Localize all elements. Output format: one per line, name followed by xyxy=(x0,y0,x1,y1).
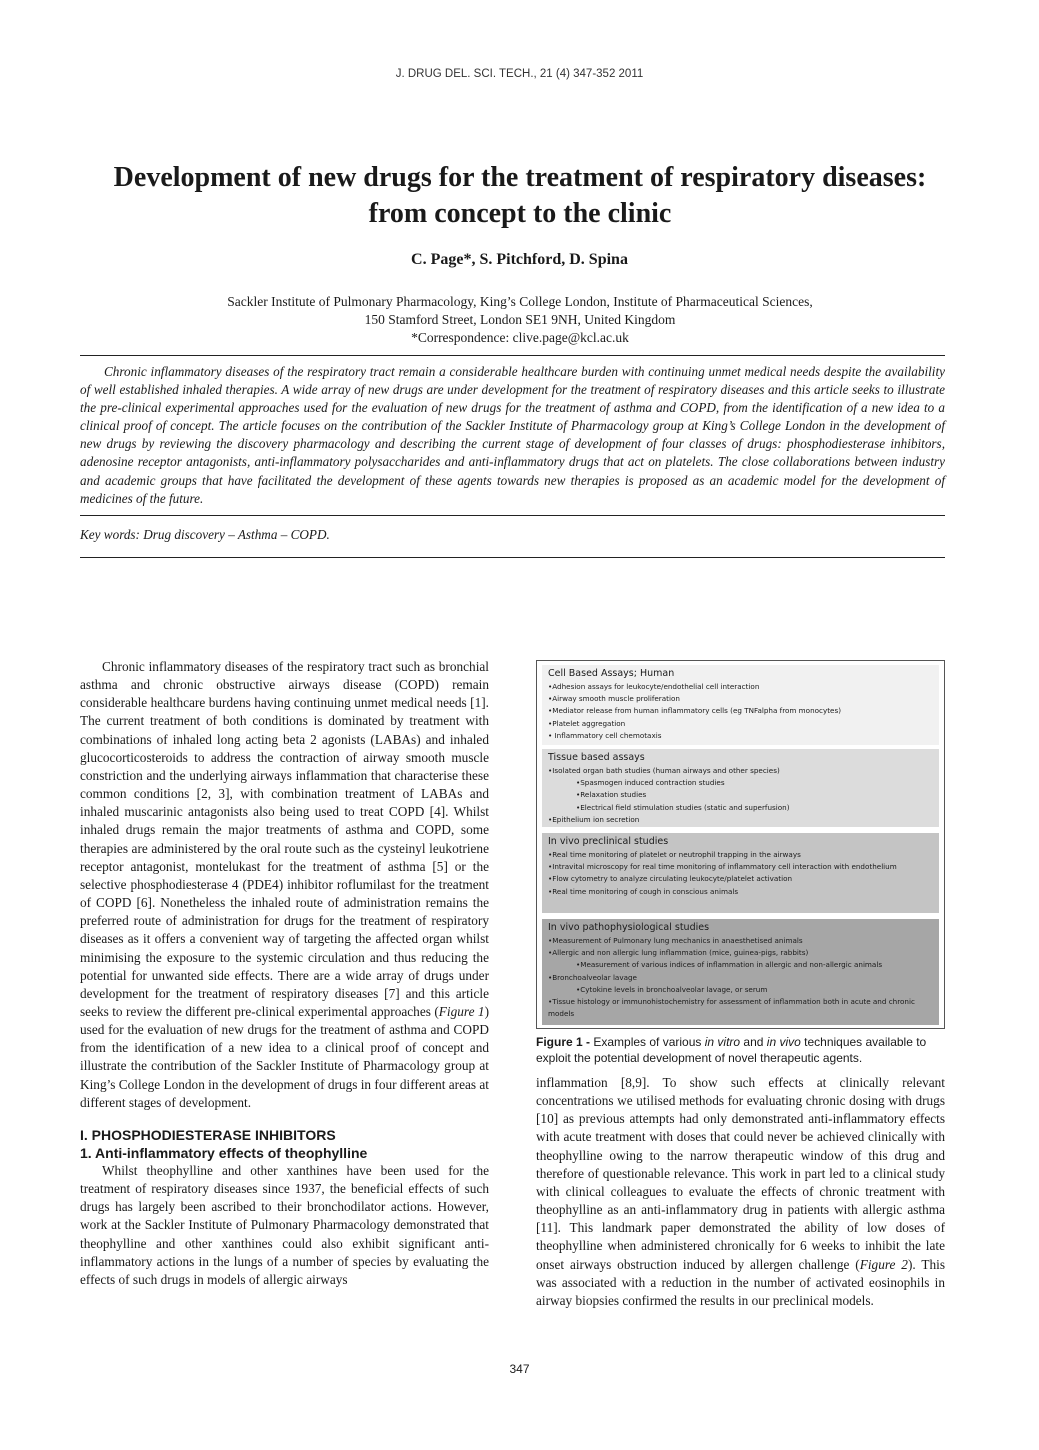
right-column xyxy=(536,1074,945,1310)
figure-panel-in-vivo-preclinical xyxy=(542,833,939,913)
intro-paragraph: Chronic inflammatory diseases of the respiratory tract such as bronchial asthma and chronic obstructive airways disease (COPD) remain considerable healthcare burdens having continuing unmet medical needs [1]. The current treatment of both conditions is dominated by treatment with combinations of inhaled long acting beta 2 agonists (LABAs) and inhaled glucocorticosteroids to address the contraction of airway smooth muscle constriction and the underlying airways inflammation that characterise these common conditions [2, 3], with combination treatment of LABAs and inhaled muscarinic antagonists also being used to treat COPD [4]. Whilst inhaled drugs remain the major treatments of asthma and COPD, some therapies are administered by the oral route such as the cysteinyl leukotriene receptor antagonist, montelukast for the treatment of asthma [5] or the selective phosphodiesterase 4 (PDE4) inhibitor roflumilast for the treatment of COPD [6]. Nonetheless the inhaled route of administration remains the preferred route of administration for drugs for the treatment of respiratory diseases as it offers a convenient way of targeting the affected organ whilst minimising the exposure to the systemic circulation and thus reducing the potential for unwanted side effects. There are a wide array of drugs under development for the treatment of respiratory diseases [7] and this article seeks to review the different pre-clinical experimental approaches (Figure 1) used for the evaluation of new drugs for the treatment of asthma and COPD from the identification of a new idea to a clinical proof of concept and illustrate the contribution of the Sackler Institute of Pharmacology group at King’s College London in the development of drugs in four different areas at different stages of development. xyxy=(80,659,490,1110)
affiliation-line-1: Sackler Institute of Pulmonary Pharmacology, King’s College London, Institute of Pharmaceutical Sciences, xyxy=(227,294,813,309)
figure-panel-cell-based xyxy=(542,665,939,745)
running-head: J. DRUG DEL. SCI. TECH., 21 (4) 347-352 2011 xyxy=(395,68,644,80)
figure-panel-item: •Flow cytometry to analyze circulating leukocyte/platelet activation xyxy=(548,874,793,884)
figure-panel-item: • Inflammatory cell chemotaxis xyxy=(548,730,662,740)
figure-panel-item: •Intravital microscopy for real time monitoring of inflammatory cell interaction with endothelium xyxy=(548,862,897,872)
figure-1-ref[interactable]: Figure 1 xyxy=(438,1003,485,1019)
figure-panel-item: •Isolated organ bath studies (human airways and other species) xyxy=(548,766,780,775)
figure-panel-in-vivo-pathophysiological xyxy=(542,919,939,1025)
figure-panel-item: •Relaxation studies xyxy=(576,790,647,800)
figure-panel-item: •Platelet aggregation xyxy=(548,718,626,728)
subsection-heading-theophylline: 1. Anti-inflammatory effects of theophylline xyxy=(80,1144,368,1161)
article-authors: C. Page*, S. Pitchford, D. Spina xyxy=(411,251,628,268)
figure-panel-item: •Spasmogen induced contraction studies xyxy=(576,778,725,788)
divider-top xyxy=(80,355,945,356)
figure-panel-heading: In vivo preclinical studies xyxy=(548,836,669,847)
theophylline-paragraph: Whilst theophylline and other xanthines have been used for the treatment of respiratory diseases since 1937, the beneficial effects of such drugs has largely been ascribed to their bronchodilator actions. However, work at the Sackler Institute of Pulmonary Pharmacology demonstrated that theophylline and other xanthines could also exhibit significant anti-inflammatory actions in the lungs of a number of species by evaluating the effects of such drugs in models of allergic airways xyxy=(80,1162,489,1287)
figure-panel-item: •Mediator release from human inflammatory cells (eg TNFalpha from monocytes) xyxy=(548,706,842,716)
figure-panel-heading: Cell Based Assays; Human xyxy=(548,668,675,679)
figure-panel-item: •Measurement of various indices of inflammation in allergic and non-allergic animals xyxy=(576,960,883,970)
figure-panel-item: •Real time monitoring of platelet or neutrophil trapping in the airways xyxy=(548,850,801,859)
right-paragraph: inflammation [8,9]. To show such effects at clinically relevant concentrations we utilised methods for evaluating chronic dosing with drugs [10] as previous attempts had only demonstrated anti-inflammatory effects with acute treatment with doses that could never be achieved clinically with theophylline owing to the narrow therapeutic window of this drug and therefore of questionable relevance. This work in part led to a clinical study with clinical colleagues to evaluate the effects of chronic treatment with theophylline as an anti-inflammatory drug in patients with allergic asthma [11]. This landmark paper demonstrated the ability of low doses of theophylline when administered chronically for 6 weeks to inhibit the late onset airways obstruction induced by allergen challenge (Figure 2). This was associated with a reduction in the number of activated eosinophils in airway biopsies confirmed the results in our preclinical models. xyxy=(536,1075,945,1308)
figure-panel-item: •Epithelium ion secretion xyxy=(548,814,640,824)
left-column xyxy=(80,658,489,1289)
section-heading-pde: I. PHOSPHODIESTERASE INHIBITORS xyxy=(80,1126,336,1143)
figure-panel-heading: In vivo pathophysiological studies xyxy=(548,922,710,933)
divider-keywords xyxy=(80,557,945,558)
figure-1-caption: Figure 1 - Examples of various in vitro and in vivo techniques available to exploit the potential development of novel therapeutic agents. xyxy=(536,1035,927,1065)
figure-panel-item: •Adhesion assays for leukocyte/endothelial cell interaction xyxy=(548,682,760,691)
figure-panel-item: •Electrical field stimulation studies (static and superfusion) xyxy=(576,802,790,812)
abstract: Chronic inflammatory diseases of the respiratory tract remain a considerable healthcare burden with continuing unmet medical needs despite the availability of well established inhaled therapies. A wide array of new drugs are under development for the treatment of respiratory diseases and this article seeks to illustrate the pre-clinical experimental approaches used for the evaluation of new drugs for the treatment of asthma and COPD, from the identification of a new idea to a clinical proof of concept. The article focuses on the contribution of the Sackler Institute of Pharmacology group at King’s College London in the development of new drugs by reviewing the discovery pharmacology and describing the current stage of development of four classes of drugs: phosphodiesterase inhibitors, adenosine receptor antagonists, anti-inflammatory polysaccharides and anti-inflammatory drugs that act on platelets. The close collaborations between industry and academic groups that have facilitated the development of these agents towards new therapies is proposed as an academic model for the development of medicines of the future. xyxy=(80,364,945,506)
figure-panel-item: •Allergic and non allergic lung inflammation (mice, guinea-pigs, rabbits) xyxy=(548,948,809,958)
figure-panel-item: •Airway smooth muscle proliferation xyxy=(548,694,680,704)
correspondence: *Correspondence: clive.page@kcl.ac.uk xyxy=(411,330,629,345)
affiliation-line-2: 150 Stamford Street, London SE1 9NH, United Kingdom xyxy=(364,312,676,327)
divider-abstract xyxy=(80,515,945,516)
article-title: Development of new drugs for the treatment of respiratory diseases: from concept to the clinic xyxy=(113,162,927,229)
page-number: 347 xyxy=(509,1362,530,1376)
figure-panel-tissue-based xyxy=(542,749,939,827)
keywords: Key words: Drug discovery – Asthma – COPD. xyxy=(80,527,330,542)
figure-1 xyxy=(536,660,945,1029)
figure-panel-item: •Bronchoalveolar lavage xyxy=(548,972,637,982)
figure-2-ref[interactable]: Figure 2 xyxy=(859,1256,908,1272)
figure-panel-item: •Cytokine levels in bronchoalveolar lavage, or serum xyxy=(576,984,768,994)
figure-panel-item: •Tissue histology or immunohistochemistry for assessment of inflammation both in acute and chronic models xyxy=(548,997,915,1019)
figure-panel-item: •Measurement of Pulmonary lung mechanics in anaesthetised animals xyxy=(548,936,803,945)
figure-panel-heading: Tissue based assays xyxy=(548,752,645,763)
figure-panel-item: •Real time monitoring of cough in conscious animals xyxy=(548,886,739,896)
affiliation xyxy=(120,293,920,347)
